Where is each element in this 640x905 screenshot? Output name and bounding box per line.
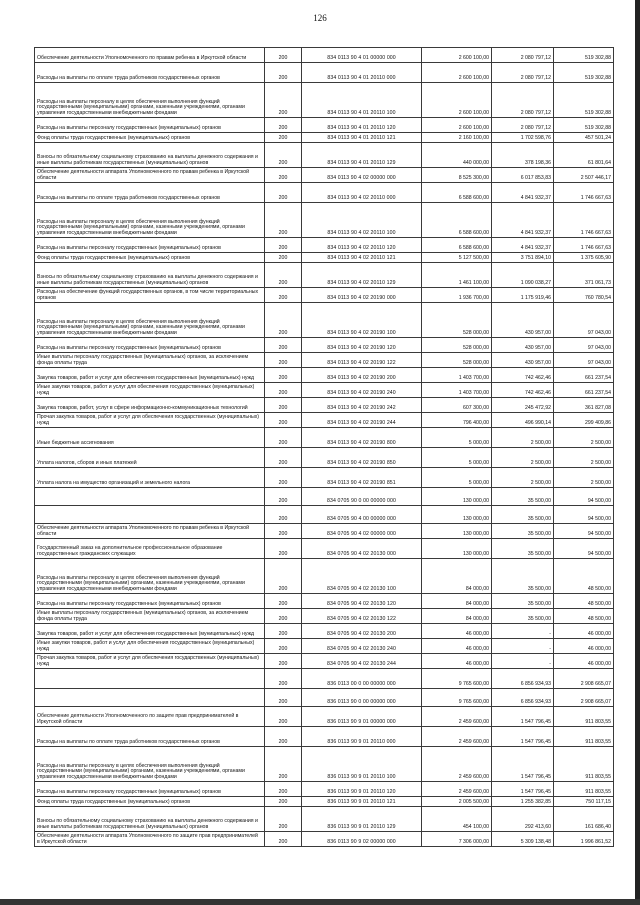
unexecuted-amount-cell: 94 500,00 [554, 506, 614, 524]
line-code-cell: 200 [265, 689, 302, 707]
executed-amount-cell: - [492, 654, 554, 669]
classification-code-cell: 834 0113 90 4 02 20110 120 [302, 238, 422, 253]
table-row [35, 288, 614, 303]
approved-amount-cell: 2 005 500,00 [422, 797, 492, 807]
executed-amount-cell: 2 500,00 [492, 428, 554, 448]
table-row [35, 203, 614, 238]
classification-code-cell: 836 0113 90 9 01 20110 120 [302, 782, 422, 797]
classification-code-cell: 834 0113 90 4 02 20190 100 [302, 303, 422, 338]
line-code-cell: 200 [265, 707, 302, 727]
approved-amount-cell: 130 000,00 [422, 539, 492, 559]
unexecuted-amount-cell: 519 302,88 [554, 48, 614, 63]
unexecuted-amount-cell: 361 827,08 [554, 398, 614, 413]
unexecuted-amount-cell: 97 043,00 [554, 303, 614, 338]
approved-amount-cell: 84 000,00 [422, 609, 492, 624]
executed-amount-cell: 496 990,14 [492, 413, 554, 428]
unexecuted-amount-cell: 46 000,00 [554, 639, 614, 654]
classification-code-cell: 834 0113 90 4 02 20190 244 [302, 413, 422, 428]
classification-code-cell: 834 0113 90 4 01 20110 121 [302, 133, 422, 143]
approved-amount-cell: 8 525 300,00 [422, 168, 492, 183]
table-row [35, 353, 614, 368]
approved-amount-cell: 2 600 100,00 [422, 63, 492, 83]
table-row [35, 398, 614, 413]
expense-name-cell: Обеспечение деятельности аппарата Уполномоченного по правам ребенка в Иркутской области [35, 524, 265, 539]
executed-amount-cell: 2 080 797,12 [492, 63, 554, 83]
approved-amount-cell: 528 000,00 [422, 303, 492, 338]
expense-name-cell: Обеспечение деятельности Уполномоченного по защите прав предпринимателей в Иркутской области [35, 707, 265, 727]
unexecuted-amount-cell: 2 500,00 [554, 468, 614, 488]
line-code-cell: 200 [265, 654, 302, 669]
approved-amount-cell: 5 000,00 [422, 428, 492, 448]
table-row [35, 624, 614, 639]
classification-code-cell: 834 0705 90 4 02 20130 122 [302, 609, 422, 624]
unexecuted-amount-cell: 750 117,15 [554, 797, 614, 807]
line-code-cell: 200 [265, 639, 302, 654]
table-row [35, 669, 614, 689]
classification-code-cell: 834 0705 90 4 02 00000 000 [302, 524, 422, 539]
executed-amount-cell: 6 856 934,93 [492, 669, 554, 689]
table-row [35, 559, 614, 594]
line-code-cell: 200 [265, 183, 302, 203]
line-code-cell: 200 [265, 488, 302, 506]
expense-name-cell: Расходы на выплаты персоналу в целях обеспечения выполнения функций государственными (муниципальными) органами, казенными учреждениями, органами управления государственными внебюджетными фондами [35, 83, 265, 118]
executed-amount-cell: 1 090 038,27 [492, 263, 554, 288]
unexecuted-amount-cell: 2 908 665,07 [554, 689, 614, 707]
approved-amount-cell: 2 600 100,00 [422, 83, 492, 118]
executed-amount-cell: 5 309 138,48 [492, 832, 554, 847]
expense-name-cell: Расходы на выплаты персоналу государственных (муниципальных) органов [35, 118, 265, 133]
table-row [35, 594, 614, 609]
table-row [35, 338, 614, 353]
unexecuted-amount-cell: 760 780,54 [554, 288, 614, 303]
line-code-cell: 200 [265, 468, 302, 488]
expense-name-cell: Обеспечение деятельности аппарата Уполномоченного по защите прав предпринимателей в Иркутской области [35, 832, 265, 847]
table-row [35, 609, 614, 624]
line-code-cell: 200 [265, 288, 302, 303]
expense-name-cell: Государственный заказ на дополнительное профессиональное образование государственных гражданских служащих [35, 539, 265, 559]
unexecuted-amount-cell: 911 803,55 [554, 747, 614, 782]
table-row [35, 413, 614, 428]
executed-amount-cell: 35 500,00 [492, 506, 554, 524]
line-code-cell: 200 [265, 609, 302, 624]
unexecuted-amount-cell: 1 746 667,63 [554, 203, 614, 238]
classification-code-cell: 834 0113 90 4 02 20190 122 [302, 353, 422, 368]
approved-amount-cell: 2 459 600,00 [422, 747, 492, 782]
expense-name-cell: Расходы на выплаты персоналу государственных (муниципальных) органов [35, 782, 265, 797]
table-row [35, 263, 614, 288]
approved-amount-cell: 1 403 700,00 [422, 368, 492, 383]
approved-amount-cell: 2 459 600,00 [422, 707, 492, 727]
classification-code-cell: 834 0705 90 0 00 00000 000 [302, 488, 422, 506]
line-code-cell: 200 [265, 797, 302, 807]
classification-code-cell: 836 0113 90 9 01 20110 121 [302, 797, 422, 807]
approved-amount-cell: 130 000,00 [422, 488, 492, 506]
expense-name-cell: Прочая закупка товаров, работ и услуг для обеспечения государственных (муниципальных) нужд [35, 654, 265, 669]
classification-code-cell: 836 0113 00 0 00 00000 000 [302, 669, 422, 689]
line-code-cell: 200 [265, 413, 302, 428]
approved-amount-cell: 1 461 100,00 [422, 263, 492, 288]
approved-amount-cell: 6 588 600,00 [422, 203, 492, 238]
unexecuted-amount-cell: 48 500,00 [554, 594, 614, 609]
line-code-cell: 200 [265, 83, 302, 118]
line-code-cell: 200 [265, 168, 302, 183]
classification-code-cell: 834 0113 90 4 01 20110 129 [302, 143, 422, 168]
expense-name-cell [35, 488, 265, 506]
table-row [35, 807, 614, 832]
table-row [35, 689, 614, 707]
executed-amount-cell: 1 547 796,45 [492, 747, 554, 782]
approved-amount-cell: 1 403 700,00 [422, 383, 492, 398]
executed-amount-cell: 2 500,00 [492, 468, 554, 488]
line-code-cell: 200 [265, 353, 302, 368]
line-code-cell: 200 [265, 559, 302, 594]
classification-code-cell: 836 0113 90 0 00 00000 000 [302, 689, 422, 707]
table-row [35, 832, 614, 847]
line-code-cell: 200 [265, 143, 302, 168]
unexecuted-amount-cell: 519 302,88 [554, 118, 614, 133]
expense-name-cell [35, 669, 265, 689]
approved-amount-cell: 528 000,00 [422, 353, 492, 368]
approved-amount-cell: 454 100,00 [422, 807, 492, 832]
line-code-cell: 200 [265, 448, 302, 468]
expense-name-cell: Уплата налогов, сборов и иных платежей [35, 448, 265, 468]
table-row [35, 83, 614, 118]
approved-amount-cell: 2 600 100,00 [422, 118, 492, 133]
executed-amount-cell: 245 472,92 [492, 398, 554, 413]
unexecuted-amount-cell: 97 043,00 [554, 353, 614, 368]
approved-amount-cell: 2 160 100,00 [422, 133, 492, 143]
classification-code-cell: 834 0705 90 4 00 00000 000 [302, 506, 422, 524]
table-row [35, 253, 614, 263]
unexecuted-amount-cell: 661 237,54 [554, 383, 614, 398]
classification-code-cell: 834 0113 90 4 02 00000 000 [302, 168, 422, 183]
unexecuted-amount-cell: 2 908 665,07 [554, 669, 614, 689]
classification-code-cell: 834 0113 90 4 02 20190 240 [302, 383, 422, 398]
expense-name-cell: Закупка товаров, работ и услуг для обеспечения государственных (муниципальных) нужд [35, 624, 265, 639]
unexecuted-amount-cell: 46 000,00 [554, 624, 614, 639]
table-row [35, 143, 614, 168]
approved-amount-cell: 796 400,00 [422, 413, 492, 428]
expense-name-cell: Обеспечение деятельности Уполномоченного по правам ребенка в Иркутской области [35, 48, 265, 63]
unexecuted-amount-cell: 1 746 667,63 [554, 183, 614, 203]
line-code-cell: 200 [265, 383, 302, 398]
approved-amount-cell: 130 000,00 [422, 506, 492, 524]
unexecuted-amount-cell: 2 500,00 [554, 448, 614, 468]
table-row [35, 539, 614, 559]
expense-name-cell: Расходы на выплаты по оплате труда работников государственных органов [35, 727, 265, 747]
line-code-cell: 200 [265, 118, 302, 133]
approved-amount-cell: 46 000,00 [422, 624, 492, 639]
executed-amount-cell: 3 751 894,10 [492, 253, 554, 263]
table-row [35, 383, 614, 398]
unexecuted-amount-cell: 46 000,00 [554, 654, 614, 669]
executed-amount-cell: 1 255 382,85 [492, 797, 554, 807]
table-row [35, 63, 614, 83]
table-row [35, 524, 614, 539]
executed-amount-cell: 2 080 797,12 [492, 118, 554, 133]
classification-code-cell: 834 0113 90 4 02 20190 800 [302, 428, 422, 448]
classification-code-cell: 834 0113 90 4 01 20110 120 [302, 118, 422, 133]
classification-code-cell: 834 0113 90 4 02 20110 100 [302, 203, 422, 238]
executed-amount-cell: 1 702 598,76 [492, 133, 554, 143]
classification-code-cell: 834 0705 90 4 02 20130 240 [302, 639, 422, 654]
approved-amount-cell: 440 000,00 [422, 143, 492, 168]
expense-name-cell: Закупка товаров, работ и услуг для обеспечения государственных (муниципальных) нужд [35, 368, 265, 383]
executed-amount-cell: 4 841 932,37 [492, 238, 554, 253]
line-code-cell: 200 [265, 398, 302, 413]
expense-name-cell: Закупка товаров, работ, услуг в сфере информационно-коммуникационных технологий [35, 398, 265, 413]
line-code-cell: 200 [265, 368, 302, 383]
table-row [35, 654, 614, 669]
executed-amount-cell: 742 462,46 [492, 368, 554, 383]
approved-amount-cell: 2 600 100,00 [422, 48, 492, 63]
unexecuted-amount-cell: 2 500,00 [554, 428, 614, 448]
expense-name-cell: Фонд оплаты труда государственных (муниципальных) органов [35, 797, 265, 807]
line-code-cell: 200 [265, 338, 302, 353]
line-code-cell: 200 [265, 807, 302, 832]
executed-amount-cell: 430 957,00 [492, 338, 554, 353]
executed-amount-cell: 35 500,00 [492, 559, 554, 594]
table-row [35, 488, 614, 506]
executed-amount-cell: 430 957,00 [492, 353, 554, 368]
line-code-cell: 200 [265, 253, 302, 263]
table-row [35, 118, 614, 133]
expense-name-cell: Иные закупки товаров, работ и услуг для обеспечения государственных (муниципальных) нужд [35, 639, 265, 654]
approved-amount-cell: 607 300,00 [422, 398, 492, 413]
approved-amount-cell: 6 588 600,00 [422, 183, 492, 203]
classification-code-cell: 834 0113 90 4 01 00000 000 [302, 48, 422, 63]
executed-amount-cell: 430 957,00 [492, 303, 554, 338]
classification-code-cell: 834 0113 90 4 02 20110 121 [302, 253, 422, 263]
expense-name-cell: Расходы на обеспечение функций государственных органов, в том числе территориальных органов [35, 288, 265, 303]
line-code-cell: 200 [265, 428, 302, 448]
executed-amount-cell: - [492, 639, 554, 654]
line-code-cell: 200 [265, 594, 302, 609]
classification-code-cell: 836 0113 90 9 01 00000 000 [302, 707, 422, 727]
expense-name-cell: Расходы на выплаты персоналу в целях обеспечения выполнения функций государственными (муниципальными) органами, казенными учреждениями, органами управления государственными внебюджетными фондами [35, 559, 265, 594]
executed-amount-cell: 2 080 797,12 [492, 48, 554, 63]
classification-code-cell: 834 0113 90 4 02 20110 129 [302, 263, 422, 288]
unexecuted-amount-cell: 911 803,55 [554, 707, 614, 727]
table-row [35, 727, 614, 747]
classification-code-cell: 834 0113 90 4 02 20190 850 [302, 448, 422, 468]
line-code-cell: 200 [265, 782, 302, 797]
expense-name-cell: Расходы на выплаты по оплате труда работников государственных органов [35, 183, 265, 203]
expense-name-cell: Иные выплаты персоналу государственных (муниципальных) органов, за исключением фонда оплаты труда [35, 609, 265, 624]
unexecuted-amount-cell: 94 500,00 [554, 488, 614, 506]
table-row [35, 168, 614, 183]
executed-amount-cell: 1 547 796,45 [492, 727, 554, 747]
executed-amount-cell: 2 080 797,12 [492, 83, 554, 118]
approved-amount-cell: 5 127 500,00 [422, 253, 492, 263]
classification-code-cell: 836 0113 90 9 01 20110 129 [302, 807, 422, 832]
expense-name-cell: Расходы на выплаты персоналу в целях обеспечения выполнения функций государственными (муниципальными) органами, казенными учреждениями, органами управления государственными внебюджетными фондами [35, 303, 265, 338]
unexecuted-amount-cell: 61 801,64 [554, 143, 614, 168]
line-code-cell: 200 [265, 263, 302, 288]
executed-amount-cell: 4 841 932,37 [492, 203, 554, 238]
classification-code-cell: 834 0705 90 4 02 20130 000 [302, 539, 422, 559]
expense-name-cell [35, 689, 265, 707]
approved-amount-cell: 5 000,00 [422, 448, 492, 468]
expense-name-cell: Расходы на выплаты персоналу в целях обеспечения выполнения функций государственными (муниципальными) органами, казенными учреждениями, органами управления государственными внебюджетными фондами [35, 203, 265, 238]
classification-code-cell: 834 0113 90 4 02 20190 851 [302, 468, 422, 488]
line-code-cell: 200 [265, 669, 302, 689]
expense-name-cell: Расходы на выплаты персоналу государственных (муниципальных) органов [35, 594, 265, 609]
line-code-cell: 200 [265, 63, 302, 83]
table-row [35, 707, 614, 727]
classification-code-cell: 834 0113 90 4 01 20110 100 [302, 83, 422, 118]
classification-code-cell: 834 0113 90 4 02 20110 000 [302, 183, 422, 203]
budget-execution-table [34, 47, 614, 847]
executed-amount-cell: 292 413,60 [492, 807, 554, 832]
expense-name-cell: Иные выплаты персоналу государственных (муниципальных) органов, за исключением фонда оплаты труда [35, 353, 265, 368]
classification-code-cell: 836 0113 90 9 01 20110 000 [302, 727, 422, 747]
classification-code-cell: 834 0113 90 4 02 20190 242 [302, 398, 422, 413]
unexecuted-amount-cell: 97 043,00 [554, 338, 614, 353]
approved-amount-cell: 7 306 000,00 [422, 832, 492, 847]
classification-code-cell: 834 0113 90 4 02 20190 120 [302, 338, 422, 353]
approved-amount-cell: 130 000,00 [422, 524, 492, 539]
executed-amount-cell: 1 547 796,45 [492, 782, 554, 797]
approved-amount-cell: 6 588 600,00 [422, 238, 492, 253]
table-row [35, 368, 614, 383]
executed-amount-cell: 35 500,00 [492, 594, 554, 609]
table-row [35, 183, 614, 203]
page-number: 126 [313, 13, 327, 23]
line-code-cell: 200 [265, 624, 302, 639]
table-row [35, 639, 614, 654]
expense-name-cell: Фонд оплаты труда государственных (муниципальных) органов [35, 133, 265, 143]
expense-name-cell: Расходы на выплаты по оплате труда работников государственных органов [35, 63, 265, 83]
executed-amount-cell: 1 547 796,45 [492, 707, 554, 727]
unexecuted-amount-cell: 48 500,00 [554, 609, 614, 624]
line-code-cell: 200 [265, 203, 302, 238]
classification-code-cell: 836 0113 90 9 02 00000 000 [302, 832, 422, 847]
table-row [35, 506, 614, 524]
executed-amount-cell: 35 500,00 [492, 524, 554, 539]
expense-name-cell: Прочая закупка товаров, работ и услуг для обеспечения государственных (муниципальных) нужд [35, 413, 265, 428]
expense-name-cell: Уплата налога на имущество организаций и земельного налога [35, 468, 265, 488]
approved-amount-cell: 46 000,00 [422, 639, 492, 654]
unexecuted-amount-cell: 299 409,86 [554, 413, 614, 428]
executed-amount-cell: 35 500,00 [492, 539, 554, 559]
table-row [35, 782, 614, 797]
approved-amount-cell: 46 000,00 [422, 654, 492, 669]
table-row [35, 797, 614, 807]
classification-code-cell: 834 0705 90 4 02 20130 120 [302, 594, 422, 609]
classification-code-cell: 834 0113 90 4 01 20110 000 [302, 63, 422, 83]
line-code-cell: 200 [265, 747, 302, 782]
unexecuted-amount-cell: 1 746 667,63 [554, 238, 614, 253]
table-row [35, 747, 614, 782]
executed-amount-cell: 35 500,00 [492, 488, 554, 506]
table-row [35, 448, 614, 468]
approved-amount-cell: 1 936 700,00 [422, 288, 492, 303]
executed-amount-cell: 35 500,00 [492, 609, 554, 624]
expense-name-cell: Расходы на выплаты персоналу в целях обеспечения выполнения функций государственными (муниципальными) органами, казенными учреждениями, органами управления государственными внебюджетными фондами [35, 747, 265, 782]
line-code-cell: 200 [265, 303, 302, 338]
expense-name-cell: Взносы по обязательному социальному страхованию на выплаты денежного содержания и иные выплаты работникам государственных (муниципальных) органов [35, 143, 265, 168]
line-code-cell: 200 [265, 133, 302, 143]
expense-name-cell: Расходы на выплаты персоналу государственных (муниципальных) органов [35, 338, 265, 353]
unexecuted-amount-cell: 457 501,24 [554, 133, 614, 143]
unexecuted-amount-cell: 161 686,40 [554, 807, 614, 832]
line-code-cell: 200 [265, 48, 302, 63]
table-row [35, 133, 614, 143]
unexecuted-amount-cell: 94 500,00 [554, 539, 614, 559]
line-code-cell: 200 [265, 238, 302, 253]
line-code-cell: 200 [265, 524, 302, 539]
table-row [35, 303, 614, 338]
unexecuted-amount-cell: 1 996 861,52 [554, 832, 614, 847]
unexecuted-amount-cell: 2 507 446,17 [554, 168, 614, 183]
unexecuted-amount-cell: 519 302,88 [554, 83, 614, 118]
table-row [35, 468, 614, 488]
classification-code-cell: 834 0705 90 4 02 20130 100 [302, 559, 422, 594]
unexecuted-amount-cell: 519 302,88 [554, 63, 614, 83]
expense-name-cell: Иные бюджетные ассигнования [35, 428, 265, 448]
expense-name-cell: Иные закупки товаров, работ и услуг для обеспечения государственных (муниципальных) нужд [35, 383, 265, 398]
approved-amount-cell: 2 459 600,00 [422, 782, 492, 797]
line-code-cell: 200 [265, 539, 302, 559]
approved-amount-cell: 5 000,00 [422, 468, 492, 488]
unexecuted-amount-cell: 371 061,73 [554, 263, 614, 288]
line-code-cell: 200 [265, 506, 302, 524]
approved-amount-cell: 528 000,00 [422, 338, 492, 353]
unexecuted-amount-cell: 48 500,00 [554, 559, 614, 594]
expense-name-cell: Расходы на выплаты персоналу государственных (муниципальных) органов [35, 238, 265, 253]
approved-amount-cell: 9 765 600,00 [422, 689, 492, 707]
executed-amount-cell: 6 856 934,93 [492, 689, 554, 707]
unexecuted-amount-cell: 94 500,00 [554, 524, 614, 539]
classification-code-cell: 834 0705 90 4 02 20130 200 [302, 624, 422, 639]
expense-name-cell: Взносы по обязательному социальному страхованию на выплаты денежного содержания и иные выплаты работникам государственных (муниципальных) органов [35, 807, 265, 832]
scan-edge [635, 0, 640, 905]
approved-amount-cell: 2 459 600,00 [422, 727, 492, 747]
expense-name-cell: Фонд оплаты труда государственных (муниципальных) органов [35, 253, 265, 263]
expense-name-cell: Обеспечение деятельности аппарата Уполномоченного по правам ребенка в Иркутской области [35, 168, 265, 183]
classification-code-cell: 836 0113 90 9 01 20110 100 [302, 747, 422, 782]
executed-amount-cell: 6 017 853,83 [492, 168, 554, 183]
expense-name-cell: Взносы по обязательному социальному страхованию на выплаты денежного содержания и иные выплаты работникам государственных (муниципальных) органов [35, 263, 265, 288]
executed-amount-cell: 378 198,36 [492, 143, 554, 168]
table-row [35, 238, 614, 253]
table-row [35, 428, 614, 448]
unexecuted-amount-cell: 911 803,55 [554, 782, 614, 797]
scan-bottom-edge [0, 899, 640, 905]
approved-amount-cell: 9 765 600,00 [422, 669, 492, 689]
unexecuted-amount-cell: 911 803,55 [554, 727, 614, 747]
line-code-cell: 200 [265, 727, 302, 747]
unexecuted-amount-cell: 1 375 605,90 [554, 253, 614, 263]
executed-amount-cell: 742 462,46 [492, 383, 554, 398]
classification-code-cell: 834 0113 90 4 02 20190 200 [302, 368, 422, 383]
approved-amount-cell: 84 000,00 [422, 559, 492, 594]
classification-code-cell: 834 0113 90 4 02 20190 000 [302, 288, 422, 303]
expense-name-cell [35, 506, 265, 524]
table-row [35, 48, 614, 63]
unexecuted-amount-cell: 661 237,54 [554, 368, 614, 383]
executed-amount-cell: 4 841 932,37 [492, 183, 554, 203]
line-code-cell: 200 [265, 832, 302, 847]
executed-amount-cell: 1 175 919,46 [492, 288, 554, 303]
executed-amount-cell: - [492, 624, 554, 639]
approved-amount-cell: 84 000,00 [422, 594, 492, 609]
classification-code-cell: 834 0705 90 4 02 20130 244 [302, 654, 422, 669]
executed-amount-cell: 2 500,00 [492, 448, 554, 468]
